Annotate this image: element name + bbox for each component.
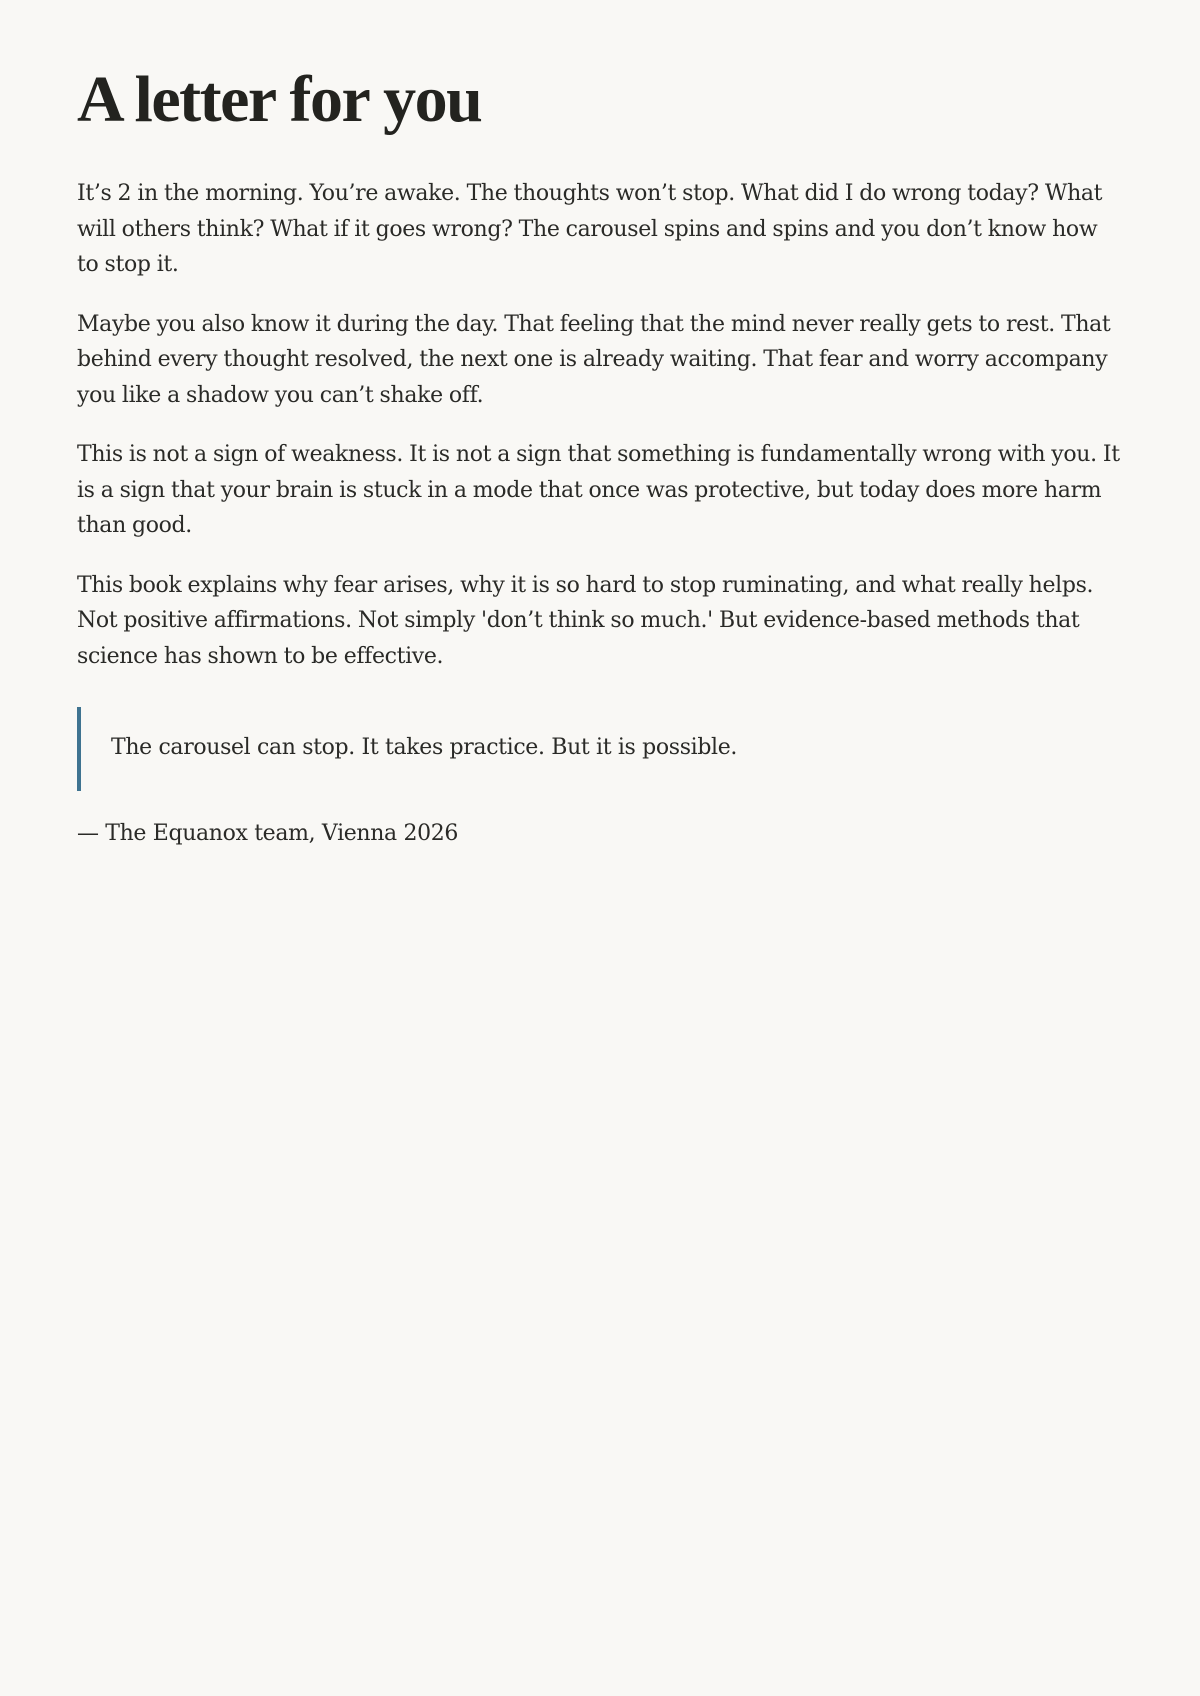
page-title: A letter for you [77, 63, 482, 136]
pull-quote-text: The carousel can stop. It takes practice. But it is possible. [111, 735, 738, 760]
pull-quote [77, 707, 1123, 791]
paragraph-night-thoughts: It’s 2 in the morning. You’re awake. The thoughts won’t stop. What did I do wrong today? What will others think? What if it goes wrong? The carousel spins and spins and you don’t know how to stop it. [77, 181, 1103, 277]
paragraph-not-weakness: This is not a sign of weakness. It is not a sign that something is fundamentally wrong with you. It is a sign that your brain is stuck in a mode that once was protective, but today does more harm than good. [77, 442, 1120, 538]
paragraph-book-purpose: This book explains why fear arises, why it is so hard to stop ruminating, and what really helps. Not positive affirmations. Not simply 'don’t think so much.' But evidence-based methods that science has shown to be effective. [77, 572, 1094, 669]
signature: — The Equanox team, Vienna 2026 [77, 821, 459, 846]
paragraph-daytime-worry: Maybe you also know it during the day. That feeling that the mind never really gets to rest. That behind every thought resolved, the next one is already waiting. That fear and worry accompany you like a shadow you can’t shake off. [77, 311, 1111, 408]
